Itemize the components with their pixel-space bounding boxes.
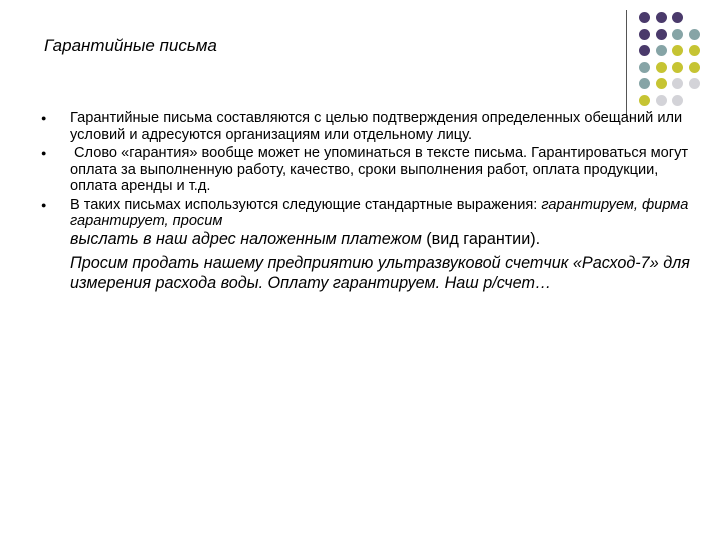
decorative-dot — [672, 62, 683, 73]
decorative-dot — [672, 45, 683, 56]
slide-title: Гарантийные письма — [44, 36, 217, 55]
decorative-dot — [689, 45, 700, 56]
bullet-item-guarantee-word — [40, 145, 700, 195]
bullet-item-standard-phrases — [40, 197, 700, 249]
header-divider — [626, 10, 627, 118]
decorative-dot — [656, 12, 667, 23]
bullet-icon: ● — [41, 113, 47, 123]
bullet-icon: ● — [41, 148, 47, 158]
decorative-dot — [656, 78, 667, 89]
decorative-dot — [639, 12, 650, 23]
bullet-text: Слово «гарантия» вообще может не упоминаться в тексте письма. Гарантироваться могут оплата за выполненную работу, качество, сроки выполнения работ, оплата продукции, оплата аренды и т.д. — [70, 145, 689, 194]
decorative-dot — [639, 29, 650, 40]
decorative-dot — [656, 62, 667, 73]
bullet-item-purpose — [40, 110, 700, 143]
decorative-dot — [689, 29, 700, 40]
decorative-dot — [639, 62, 650, 73]
decorative-dot — [656, 29, 667, 40]
decorative-dot — [656, 95, 667, 106]
decorative-dot — [672, 78, 683, 89]
decorative-dot — [656, 45, 667, 56]
decorative-dot — [672, 95, 683, 106]
decorative-dot — [672, 29, 683, 40]
guarantee-type-note: (вид гарантии). — [421, 229, 541, 248]
decorative-dot — [639, 45, 650, 56]
decorative-dot — [639, 95, 650, 106]
bullet-list — [40, 110, 700, 249]
decorative-dot-grid — [0, 0, 720, 120]
bullet-icon: ● — [41, 199, 47, 210]
example-letter-text: Просим продать нашему предприятию ультразвуковой счетчик «Расход-7» для измерения расхода воды. Оплату гарантируем. Наш р/счет… — [70, 253, 690, 292]
bullet-text: Гарантийные письма составляются с целью подтверждения определенных обещаний или условий и адресуются организациям или отдельному лицу. — [70, 110, 683, 143]
decorative-dot — [689, 62, 700, 73]
bullet-lead-text: В таких письмах используются следующие стандартные выражения: — [70, 196, 542, 213]
decorative-dot — [639, 78, 650, 89]
standard-phrases-part-2: выслать в наш адрес наложенным платежом — [70, 229, 422, 248]
decorative-dot — [672, 12, 683, 23]
decorative-dot — [689, 78, 700, 89]
slide-content — [40, 110, 700, 293]
standard-phrases-part-1: гарантируем, фирма гарантирует, просим — [70, 196, 689, 229]
